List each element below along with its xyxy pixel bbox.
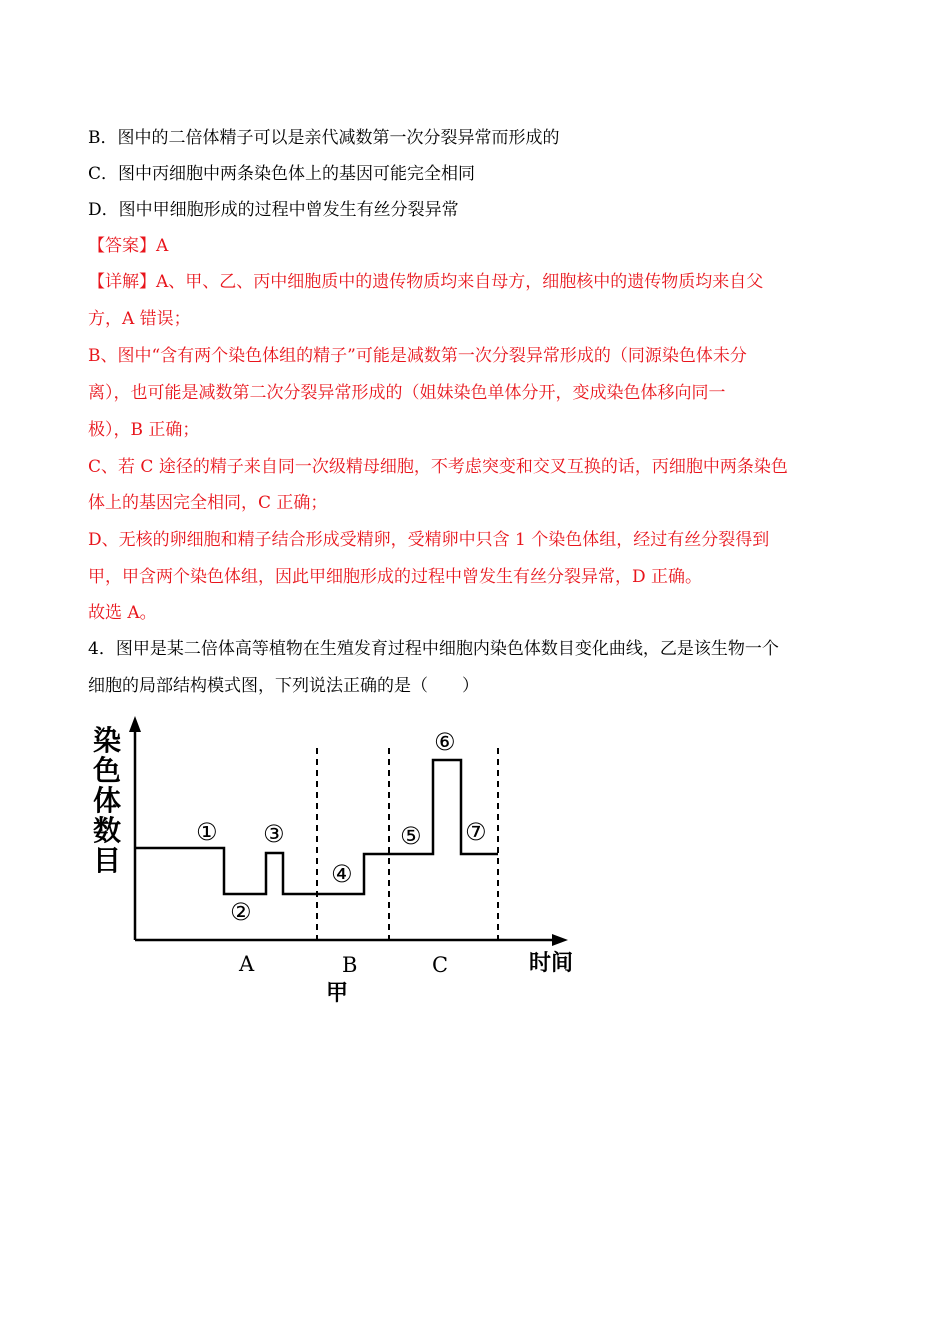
x-axis-arrow <box>552 934 568 946</box>
y-label-char-4: 数 <box>93 814 122 847</box>
explanation-line-7: 体上的基因完全相同，C 正确； <box>88 493 328 513</box>
segment-label-c: C <box>432 953 449 977</box>
stage-marker-7: ⑦ <box>465 818 487 846</box>
explanation-line-2: 方，A 错误； <box>88 309 191 329</box>
stage-marker-1: ① <box>196 818 218 846</box>
figure-caption: 甲 <box>326 980 349 1006</box>
x-axis-label: 时间 <box>529 950 574 976</box>
y-label-char-3: 体 <box>93 784 122 817</box>
y-label-char-2: 色 <box>93 754 122 787</box>
explanation-line-9: 甲，甲含两个染色体组，因此甲细胞形成的过程中曾发生有丝分裂异常，D 正确。 <box>88 567 703 587</box>
answer-line: 【答案】A <box>88 236 169 256</box>
y-label-char-1: 染 <box>93 724 122 757</box>
y-label-char-5: 目 <box>93 844 122 877</box>
question-4-line-1: 4．图甲是某二倍体高等植物在生殖发育过程中细胞内染色体数目变化曲线，乙是该生物一个 <box>88 639 779 659</box>
explanation-line-3: B、图中“含有两个染色体组的精子”可能是减数第一次分裂异常形成的（同源染色体未分 <box>88 346 747 366</box>
segment-label-a: A <box>239 952 255 976</box>
stage-marker-4: ④ <box>331 860 353 888</box>
explanation-line-10: 故选 A。 <box>88 603 157 623</box>
option-d: D．图中甲细胞形成的过程中曾发生有丝分裂异常 <box>88 200 459 220</box>
option-b: B．图中的二倍体精子可以是亲代减数第一次分裂异常而形成的 <box>88 128 560 148</box>
explanation-line-5: 极），B 正确； <box>88 420 200 440</box>
stage-marker-3: ③ <box>263 820 285 848</box>
explanation-line-4: 离），也可能是减数第二次分裂异常形成的（姐妹染色单体分开，变成染色体移向同一 <box>88 383 726 403</box>
stage-marker-2: ② <box>230 898 252 926</box>
stage-marker-5: ⑤ <box>400 822 422 850</box>
segment-label-b: B <box>342 953 358 977</box>
option-c: C．图中丙细胞中两条染色体上的基因可能完全相同 <box>88 164 476 184</box>
y-axis-arrow <box>129 716 141 732</box>
chromosome-count-diagram <box>88 708 588 1008</box>
stage-marker-6: ⑥ <box>434 728 456 756</box>
explanation-line-1: 【详解】A、甲、乙、丙中细胞质中的遗传物质均来自母方，细胞核中的遗传物质均来自父 <box>88 272 764 292</box>
explanation-line-8: D、无核的卵细胞和精子结合形成受精卵，受精卵中只含 1 个染色体组，经过有丝分裂得到 <box>88 530 770 550</box>
explanation-line-6: C、若 C 途径的精子来自同一次级精母细胞，不考虑突变和交叉互换的话，丙细胞中两条染色 <box>88 457 788 477</box>
question-4-line-2: 细胞的局部结构模式图，下列说法正确的是（ ） <box>88 676 479 696</box>
